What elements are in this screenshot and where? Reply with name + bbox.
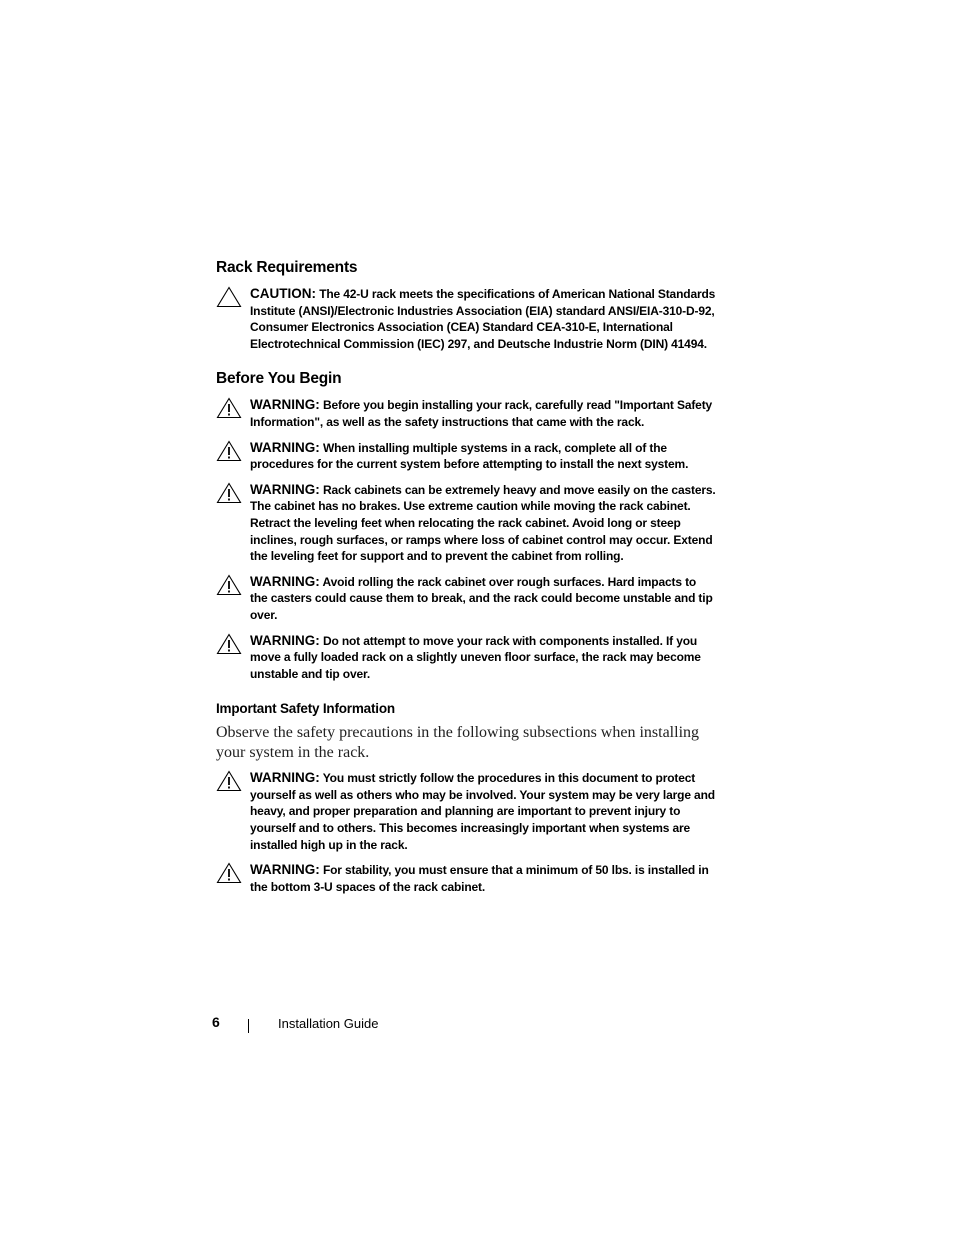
caution-text bbox=[250, 286, 716, 352]
warning-label: WARNING: bbox=[250, 439, 320, 455]
warning-body: You must strictly follow the procedures in this document to protect yourself as well as others who may be involved. Your system may be very large and heavy, and proper preparation and planning are important to prevent injury to yourself and to others. This becomes increasingly important when systems are installed high up in the rack. bbox=[250, 771, 715, 852]
warning-text bbox=[250, 770, 716, 853]
warning-notice bbox=[216, 770, 716, 853]
warning-text bbox=[250, 440, 716, 473]
warning-triangle-icon bbox=[216, 482, 242, 504]
warning-notice bbox=[216, 397, 716, 430]
warning-label: WARNING: bbox=[250, 632, 320, 648]
warning-triangle-icon bbox=[216, 633, 242, 655]
page-content bbox=[216, 258, 716, 895]
warning-body: Rack cabinets can be extremely heavy and move easily on the casters. The cabinet has no brakes. Use extreme caution while moving the rack cabinet. Retract the leveling feet when relocating the rack cabinet. Avoid long or steep inclines, rough surfaces, or ramps where loss of cabinet control may occur. Extend the leveling feet for support and to prevent the cabinet from rolling. bbox=[250, 482, 716, 564]
page-number: 6 bbox=[212, 1014, 220, 1030]
warning-text bbox=[250, 633, 716, 683]
caution-label: CAUTION: bbox=[250, 286, 316, 301]
caution-triangle-icon bbox=[216, 286, 242, 308]
caution-notice bbox=[216, 286, 716, 352]
safety-intro-paragraph: Observe the safety precautions in the following subsections when installing your system in the rack. bbox=[216, 724, 700, 761]
subsection-title-important-safety: Important Safety Information bbox=[216, 701, 395, 717]
warning-text bbox=[250, 397, 716, 430]
warning-notice bbox=[216, 574, 716, 624]
warning-body: Do not attempt to move your rack with components installed. If you move a fully loaded rack on a slightly uneven floor surface, the rack may become unstable and tip over. bbox=[250, 633, 701, 681]
warning-label: WARNING: bbox=[250, 397, 320, 413]
page-footer bbox=[0, 1014, 954, 1038]
warning-body: For stability, you must ensure that a minimum of 50 lbs. is installed in the bottom 3-U spaces of the rack cabinet. bbox=[250, 863, 709, 894]
warning-triangle-icon bbox=[216, 862, 242, 884]
warning-triangle-icon bbox=[216, 397, 242, 419]
section-title-rack-requirements: Rack Requirements bbox=[216, 259, 358, 276]
warning-notice bbox=[216, 862, 716, 895]
warning-notice bbox=[216, 440, 716, 473]
warning-text bbox=[250, 574, 716, 624]
warning-triangle-icon bbox=[216, 770, 242, 792]
warning-notice bbox=[216, 633, 716, 683]
warning-text bbox=[250, 482, 716, 565]
warning-label: WARNING: bbox=[250, 862, 320, 878]
warning-label: WARNING: bbox=[250, 481, 320, 497]
warning-body: When installing multiple systems in a rack, complete all of the procedures for the current system before attempting to install the next system. bbox=[250, 440, 689, 472]
warning-body: Before you begin installing your rack, carefully read "Important Safety Information", as well as the safety instructions that came with the rack. bbox=[250, 398, 713, 429]
section-title-before-you-begin: Before You Begin bbox=[216, 370, 342, 388]
warning-label: WARNING: bbox=[250, 573, 320, 589]
warning-body: Avoid rolling the rack cabinet over rough surfaces. Hard impacts to the casters could cause them to break, and the rack could become unstable and tip over. bbox=[250, 574, 713, 622]
warning-text bbox=[250, 862, 716, 895]
warning-label: WARNING: bbox=[250, 770, 320, 786]
warning-notice bbox=[216, 482, 716, 565]
footer-separator bbox=[248, 1019, 249, 1033]
warning-triangle-icon bbox=[216, 440, 242, 462]
guide-title: Installation Guide bbox=[278, 1016, 379, 1031]
caution-body: The 42-U rack meets the specifications of American National Standards Institute (ANSI)/Electronic Industries Association (EIA) standard ANSI/EIA-310-D-92, Consumer Electronics Association (CEA) Standard CEA-310-E, International Electrotechnical Commission (IEC) 297, and Deutsche Industrie Norm (DIN) 41494. bbox=[250, 287, 716, 351]
warning-triangle-icon bbox=[216, 574, 242, 596]
